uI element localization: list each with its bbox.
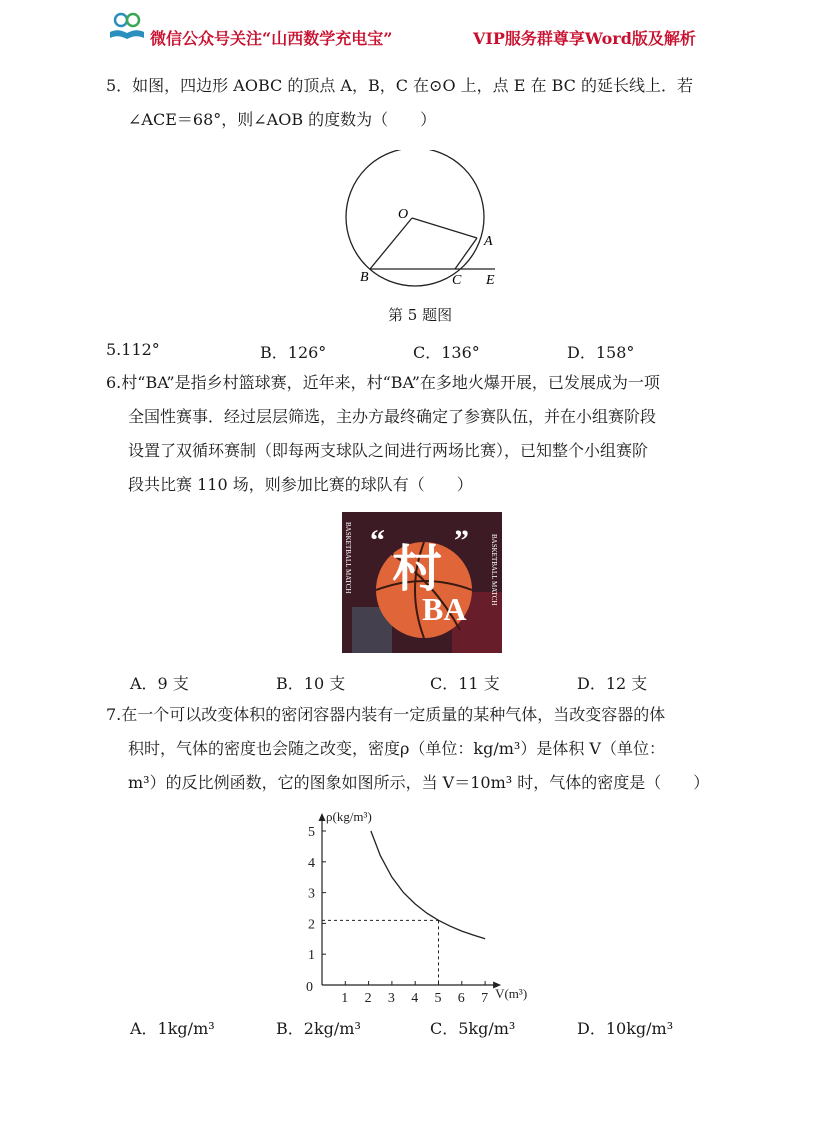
svg-text:”: ” xyxy=(454,524,469,557)
x-tick-label: 7 xyxy=(481,991,489,1005)
label-c: C xyxy=(452,273,462,288)
q5-caption: 第 5 题图 xyxy=(388,306,453,324)
q5-line-2: ∠ACE＝68°，则∠AOB 的度数为（ ） xyxy=(128,110,437,129)
header-right-text: VIP服务群尊享Word版及解析 xyxy=(473,29,696,48)
q6-option-a: A．9 支 xyxy=(130,674,189,693)
q7-line-1: 7.在一个可以改变体积的密闭容器内装有一定质量的某种气体，当改变容器的体 xyxy=(106,705,666,724)
q6-option-c: C．11 支 xyxy=(430,674,500,693)
q7-option-d: D．10kg/m³ xyxy=(577,1019,674,1038)
book-logo-icon xyxy=(108,8,146,42)
origin-label: 0 xyxy=(306,980,313,995)
x-tick-label: 6 xyxy=(457,991,465,1005)
y-tick-label: 1 xyxy=(308,948,315,964)
ba-text: BA xyxy=(422,591,467,627)
q6-line-1: 6.村“BA”是指乡村篮球赛，近年来，村“BA”在多地火爆开展，已发展成为一项 xyxy=(106,373,660,392)
x-tick-label: 3 xyxy=(387,991,395,1005)
x-tick-label: 4 xyxy=(411,991,419,1005)
q6-line-2: 全国性赛事．经过层层筛选，主办方最终确定了参赛队伍，并在小组赛阶段 xyxy=(128,407,657,426)
q5-figure xyxy=(330,150,510,295)
village-char: 村 xyxy=(392,541,442,597)
q7-line-2: 积时，气体的密度也会随之改变，密度ρ（单位：kg/m³）是体积 V（单位： xyxy=(128,739,665,758)
label-b: B xyxy=(360,270,369,285)
q6-line-4: 段共比赛 110 场，则参加比赛的球队有（ ） xyxy=(128,475,473,494)
density-chart xyxy=(296,800,546,1005)
label-e: E xyxy=(486,273,495,288)
header-logo xyxy=(108,8,146,42)
x-tick-label: 1 xyxy=(341,991,349,1005)
y-axis-arrow xyxy=(319,813,326,821)
label-o: O xyxy=(398,207,409,222)
right-vertical-text: BASKETBALL MATCH xyxy=(490,534,498,606)
x-axis-label: V(m³) xyxy=(495,986,528,1001)
q5-option-b: B．126° xyxy=(260,343,327,362)
village-ba-image xyxy=(342,512,502,653)
q5-option-d: D．158° xyxy=(567,343,635,362)
q6-option-d: D．12 支 xyxy=(577,674,648,693)
x-tick-label: 5 xyxy=(434,991,442,1005)
header-left-text: 微信公众号关注“山西数学充电宝” xyxy=(150,29,393,48)
q7-option-b: B．2kg/m³ xyxy=(276,1019,361,1038)
svg-text:“: “ xyxy=(370,524,385,557)
y-tick-label: 4 xyxy=(308,855,315,871)
y-tick-label: 3 xyxy=(308,886,315,902)
q7-option-c: C．5kg/m³ xyxy=(430,1019,516,1038)
q7-option-a: A．1kg/m³ xyxy=(130,1019,215,1038)
inverse-proportion-curve xyxy=(371,831,485,939)
q5-option-c: C．136° xyxy=(413,343,480,362)
y-tick-label: 2 xyxy=(308,917,315,933)
q7-line-3: m³）的反比例函数，它的图象如图所示，当 V＝10m³ 时，气体的密度是（ ） xyxy=(128,773,710,792)
y-tick-label: 5 xyxy=(308,825,315,840)
q5-line-1: 5．如图，四边形 AOBC 的顶点 A，B，C 在⊙O 上，点 E 在 BC 的延长线上．若 xyxy=(106,76,693,95)
y-axis-label: ρ(kg/m³) xyxy=(326,809,372,824)
q5-option-a: 5.112° xyxy=(106,340,160,359)
q6-option-b: B．10 支 xyxy=(276,674,346,693)
label-a: A xyxy=(484,234,493,249)
x-tick-label: 2 xyxy=(364,991,372,1005)
q6-line-3: 设置了双循环赛制（即每两支球队之间进行两场比赛），已知整个小组赛阶 xyxy=(128,441,649,460)
left-vertical-text: BASKETBALL MATCH xyxy=(344,522,352,594)
